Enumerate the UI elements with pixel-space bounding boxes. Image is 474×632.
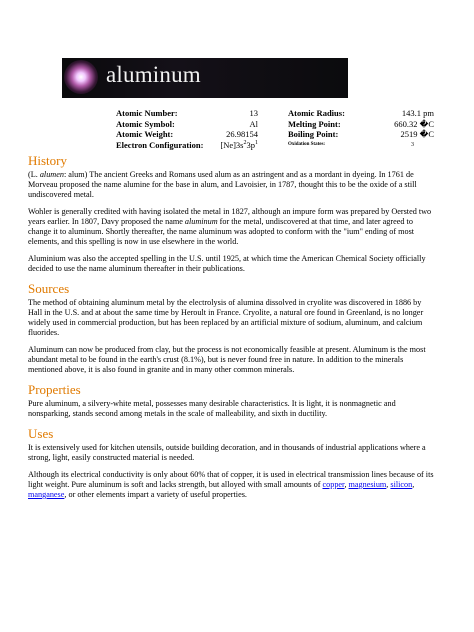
uses-heading: Uses (28, 426, 54, 441)
history-heading: History (28, 153, 67, 168)
melting-point-label: Melting Point: (288, 118, 341, 129)
text-span: , (386, 480, 391, 489)
atomic-radius-value: 143.1 pm (401, 108, 434, 118)
properties-heading: Properties (28, 382, 81, 397)
text-span: , or other elements impart a variety of useful properties. (64, 490, 247, 499)
properties-row (116, 119, 434, 130)
atomic-weight-label: Atomic Weight: (116, 129, 174, 139)
element-properties-table (116, 108, 434, 150)
text-span: Wohler is generally credited with having isolated the metal in 1827, although an impure form was prepared by Oersted two years earlier. In 1807, Davy proposed the name (28, 207, 432, 226)
electron-configuration-label: Electron Configuration: (116, 139, 204, 150)
oxidation-states-label: Oxidation States: (288, 141, 326, 147)
glowing-atom-icon (64, 60, 98, 94)
text-span: (L. (28, 170, 40, 179)
text-span: Although its electrical conductivity is only about 60% that of copper, it is used in electrical transmission lines because of its light weight. Pure aluminum is soft and lacks strength, but alloyed with small amounts of (28, 470, 434, 489)
atomic-weight-value: 26.98154 (226, 129, 258, 139)
atomic-radius-label: Atomic Radius: (288, 108, 345, 118)
properties-paragraph: Pure aluminum, a silvery-white metal, possesses many desirable characteristics. It is light, it is nonmagnetic and nonsparking, stands second among metals in the scale of malleability, and sixth in ductility. (28, 399, 396, 418)
sources-paragraph: The method of obtaining aluminum metal by the electrolysis of alumina dissolved in cryolite was discovered in 1886 by Hall in the U.S. and at about the same time by Heroult in France. Cryolite, a natural ore found in Greenland, is no longer widely used in commercial production, but has been replaced by an artificial mixture of sodium, aluminum, and calcium fluorides. (28, 298, 424, 337)
history-paragraph (28, 170, 436, 200)
atomic-number-label: Atomic Number: (116, 108, 178, 118)
manganese-link[interactable]: manganese (28, 490, 65, 499)
text-span: , (344, 480, 349, 489)
electron-config-superscript: 2 (243, 139, 247, 146)
melting-point-value: 660.32 �C (394, 118, 434, 129)
atomic-symbol-label: Atomic Symbol: (116, 118, 175, 129)
history-paragraph: Aluminium was also the accepted spelling in the U.S. until 1925, at which time the American Chemical Society officially decided to use the name aluminum thereafter in their publications. (28, 254, 426, 273)
uses-paragraph (28, 470, 436, 500)
magnesium-link[interactable]: magnesium (348, 480, 387, 489)
electron-config-superscript: 1 (255, 139, 258, 146)
boiling-point-value: 2519 �C (400, 129, 434, 139)
sources-heading: Sources (28, 281, 70, 296)
uses-paragraph: It is extensively used for kitchen utensils, outside building decoration, and in thousands of industrial applications where a strong, light, easily constructed material is needed. (28, 443, 426, 462)
text-span: for the metal, undiscovered at that time, and later agreed to change it to aluminum. Shortly thereafter, the name aluminum was adopted to conform with the "ium" ending of most elements, and this spelling is now in use elsewhere in the world. (28, 217, 415, 246)
article-body (28, 153, 436, 507)
emphasized-term: aluminum (184, 217, 218, 226)
sources-paragraph: Aluminum can now be produced from clay, but the process is not economically feasible at present. Aluminum is the most abundant metal to be found in the earth's crust (8.1%), but is never found free in nature. In addition to the minerals mentioned above, it is also found in granite and in many other common minerals. (28, 345, 426, 374)
properties-row (116, 140, 434, 151)
text-span: , (412, 480, 415, 489)
element-title: aluminum (106, 62, 201, 87)
oxidation-states-value: 3 (411, 141, 414, 148)
boiling-point-label: Boiling Point: (288, 129, 339, 139)
electron-configuration-value (220, 140, 258, 151)
properties-row (116, 129, 434, 140)
electron-config-base: [Ne]3s (220, 139, 244, 150)
electron-config-orbital: 3p (246, 139, 255, 150)
text-span: : alum) The ancient Greeks and Romans used alum as an astringent and as a mordant in dyeing. In 1761 de Morveau proposed the name alumine for the base in alum, and Lavoisier, in 1787, thought this to be the oxide of a still undiscovered metal. (28, 170, 417, 199)
history-paragraph (28, 207, 436, 247)
atomic-number-value: 13 (249, 108, 258, 118)
atomic-symbol-value: Al (249, 118, 258, 129)
silicon-link[interactable]: silicon (390, 480, 413, 489)
copper-link[interactable]: copper (322, 480, 345, 489)
properties-row (116, 108, 434, 119)
element-banner (62, 58, 348, 98)
latin-term: alumen (39, 170, 64, 179)
